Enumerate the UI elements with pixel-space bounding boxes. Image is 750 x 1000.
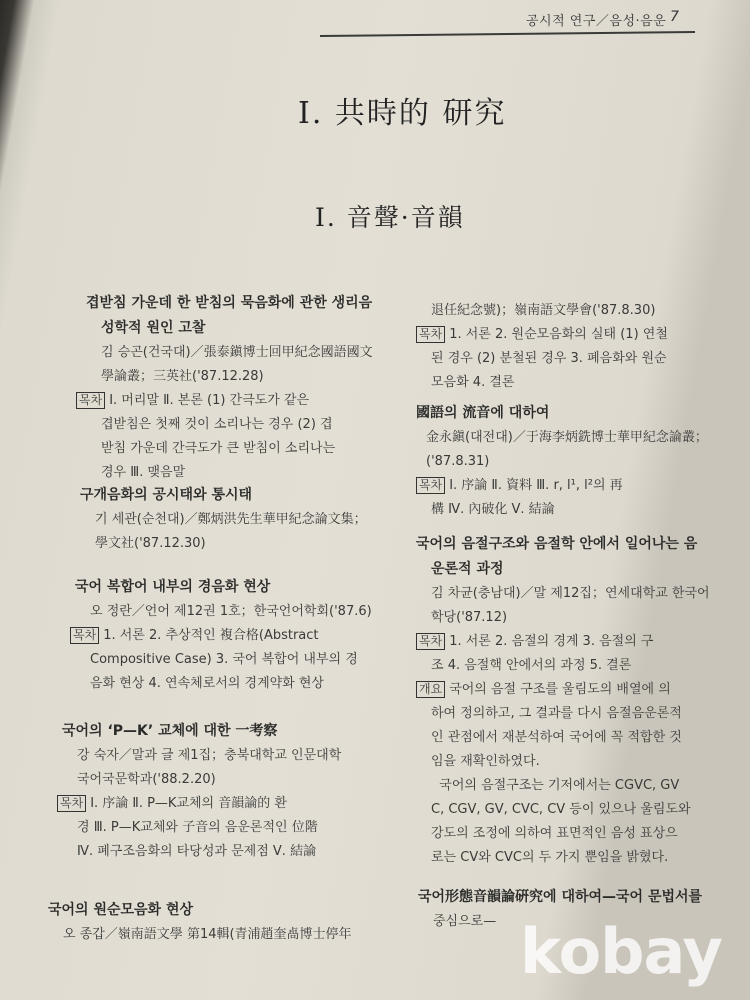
running-head: 공시적 연구／음성·음운 [526,14,667,29]
summary-tag: 개요 [416,681,445,698]
entry-contents: 構 Ⅳ. 內破化 Ⅴ. 結論 [431,502,555,517]
entry-7 [416,401,726,522]
entry-1 [79,291,406,485]
contents-tag: 목차 [416,633,445,650]
contents-tag: 목차 [57,795,86,812]
contents-tag: 목차 [416,326,445,343]
entry-summary: 국어의 음절구조는 기저에서는 CGVC, GV [431,778,680,793]
entry-contents: Compositive Case) 3. 국어 복합어 내부의 경 [90,652,358,667]
entry-source: 金永鎭(대전대)／于海李炳銑博士華甲紀念論叢； [426,430,708,445]
entry-source: 退任紀念號)；嶺南語文學會('87.8.30) [431,303,656,318]
entry-3 [75,575,400,696]
entry-title: 운론적 과정 [431,561,504,577]
entry-contents: 목차 1. 서론 2. 음절의 경계 3. 음절의 구 [416,630,734,654]
entry-summary: 강도의 조정에 의하여 표면적인 음성 표상으 [431,826,678,841]
entry-contents: 모음화 4. 결론 [431,375,515,390]
entry-contents: 목차 Ⅰ. 머리말 Ⅱ. 본론 (1) 간극도가 같은 [76,389,406,413]
entry-contents: 경우 Ⅲ. 맺음말 [101,465,186,480]
entry-title: 국어의 ‘P—K’ 교체에 대한 一考察 [62,723,278,739]
entry-title: 성학적 원인 고찰 [101,320,206,336]
entry-source: 강 숙자／말과 글 제1집；충북대학교 인문대학 [77,748,342,763]
entry-source: 오 정란／언어 제12권 1호；한국언어학회('87.6) [90,604,372,619]
entry-contents: 경 Ⅲ. P—K교체와 子音의 음운론적인 位階 [77,820,318,835]
entry-contents: 목차 Ⅰ. 序論 Ⅱ. 資料 Ⅲ. r, l¹, l²의 再 [416,474,726,498]
entry-summary: 개요 국어의 음절 구조를 울림도의 배열에 의 [416,678,734,702]
entry-4 [62,719,402,864]
entry-source: 오 종갑／嶺南語文學 第14輯(青浦趙奎卨博士停年 [63,927,352,942]
entry-source: 국어국문학과('88.2.20) [77,772,216,787]
entry-title: 구개음화의 공시태와 통시태 [80,487,253,503]
entry-contents: 목차 Ⅰ. 序論 Ⅱ. P—K교체의 音韻論的 환 [57,792,402,816]
entry-6 [416,299,726,395]
entry-title: 국어形態音韻論硏究에 대하여—국어 문법서를 [418,889,703,905]
entry-source: 김 승곤(건국대)／張泰鎭博士回甲紀念國語國文 [101,345,373,360]
entry-summary: 인 관점에서 재분석하여 국어에 꼭 적합한 것 [431,730,682,745]
entry-2 [80,483,400,556]
entry-contents: Ⅳ. 폐구조음화의 타당성과 문제점 Ⅴ. 結論 [77,844,317,859]
entry-contents: 겹받침은 첫째 것이 소리나는 경우 (2) 겹 [101,417,333,432]
entry-summary: 로는 CV와 CVC의 두 가지 뿐임을 밝혔다. [431,850,669,865]
entry-title: 국어 복합어 내부의 경음화 현상 [75,579,271,595]
entry-contents: 목차 1. 서론 2. 원순모음화의 실태 (1) 연철 [416,323,726,347]
entry-title: 국어의 원순모음화 현상 [48,902,193,918]
entry-source: 學文社('87.12.30) [95,536,206,551]
entry-contents: 음화 현상 4. 연속체로서의 경계약화 현상 [90,676,324,691]
entry-source: 김 차균(충남대)／말 제12집；연세대학교 한국어 [431,586,710,601]
contents-tag: 목차 [416,477,445,494]
entry-source: 기 세관(순천대)／鄭炳洪先生華甲紀念論文集； [95,512,367,527]
entry-title: 국어의 음절구조와 음절학 안에서 일어나는 음 [416,536,698,552]
entry-title: 國語의 流音에 대하여 [416,405,550,421]
part-title: Ⅰ. 共時的 研究 [298,96,507,131]
page-number: 7 [670,9,679,25]
entry-5 [48,898,408,947]
header-rule [320,31,695,37]
entry-source: 學論叢；三英社('87.12.28) [101,369,264,384]
entry-8 [416,532,734,870]
entry-title: 겹받침 가운데 한 받침의 묵음화에 관한 생리음 [86,295,373,311]
entry-summary: 임을 재확인하였다. [431,754,540,769]
contents-tag: 목차 [76,392,105,409]
section-title: Ⅰ. 音聲·音韻 [315,203,465,232]
entry-summary: 하여 정의하고, 그 결과를 다시 음절음운론적 [431,706,682,721]
entry-summary: C, CGV, GV, CVC, CV 등이 있으나 울림도와 [431,802,691,817]
contents-tag: 목차 [70,627,99,644]
entry-contents: 된 경우 (2) 분철된 경우 3. 폐음화와 원순 [431,351,667,366]
kobay-watermark: kobay [520,915,722,988]
entry-source: 학당('87.12) [431,610,508,625]
entry-source: 중심으로— [433,914,497,929]
entry-contents: 조 4. 음절핵 안에서의 과정 5. 결론 [431,658,632,673]
entry-source: ('87.8.31) [426,454,490,469]
entry-contents: 목차 1. 서론 2. 추상적인 複合格(Abstract [70,624,400,648]
entry-contents: 받침 가운데 간극도가 큰 받침이 소리나는 [101,441,336,456]
